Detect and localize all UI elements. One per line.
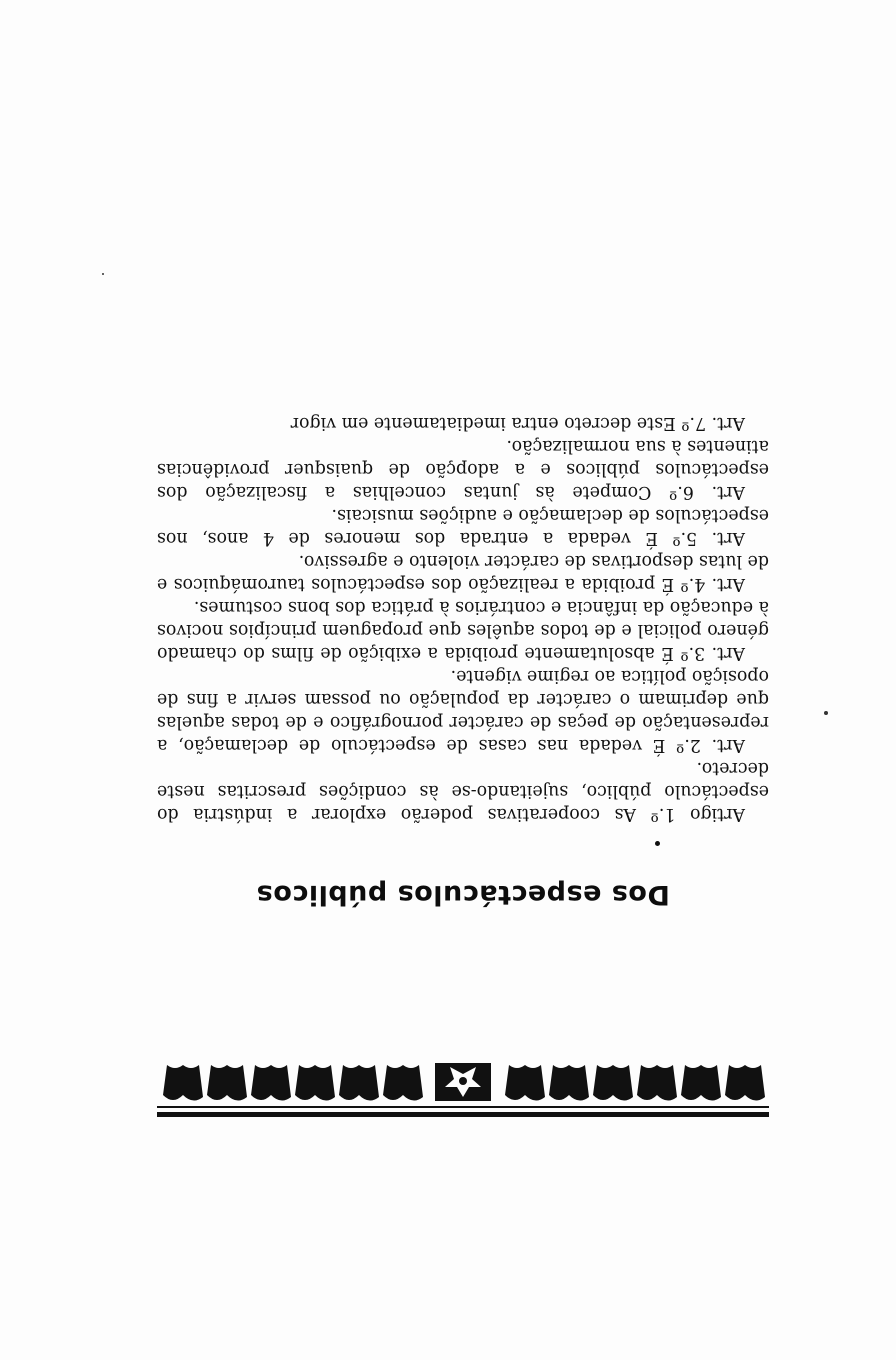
article-label: Artigo 1.º [650, 804, 745, 824]
article-label: Art. 6.º [669, 482, 745, 502]
article-text: É proibida a realização dos espectáculos tauromáquicos e de lutas desportivas de carácter violento e agressivo. [157, 551, 769, 594]
article-label: Art. 3.º [680, 643, 745, 663]
page-content [157, 411, 769, 1117]
article-text: Este decreto entra imediatamente em vigor [290, 413, 676, 433]
print-speck [102, 273, 104, 275]
ornament-header [157, 1059, 769, 1117]
article-label: Art. 2.º [676, 735, 745, 755]
article-text: É absolutamente proibida a exibição de films do chamado género policial e de todos aquêles que propaguem princípios nocivos à educação da infância e contrários à prática dos bons costumes. [156, 597, 769, 663]
print-speck [655, 841, 660, 846]
article-text: Compete às juntas concelhias a fiscalização dos espectáculos públicos e a adopção de quaisquer providências atinentes à sua normalização. [156, 436, 769, 502]
article-text: As cooperativas poderão explorar a indústria do espectáculo público, sujeitando-se às condições prescritas neste decreto. [157, 758, 769, 824]
article-text: É vedada nas casas de espectáculo de declamação, a representação de peças de carácter pornográfico e de todas aquelas que deprimam o carácter da população ou possam servir a fins de oposição política ao regime vigente. [156, 666, 769, 755]
article-text: É vedada a entrada dos menores de 4 anos, nos espectáculos de declamação e audições musicais. [157, 505, 769, 548]
article-6 [157, 434, 769, 503]
articles-list [157, 411, 769, 825]
article-4 [157, 549, 769, 595]
article-7 [157, 411, 769, 434]
article-2 [157, 664, 769, 756]
article-5 [157, 503, 769, 549]
article-label: Art. 5.º [672, 528, 745, 548]
decorative-border-ornament [157, 1059, 769, 1117]
article-3 [157, 595, 769, 664]
article-label: Art. 7.º [681, 413, 745, 433]
section-title: Dos espectáculos públicos [256, 879, 670, 910]
print-speck [824, 711, 828, 715]
article-1 [157, 756, 769, 825]
article-label: Art. 4.º [680, 574, 745, 594]
